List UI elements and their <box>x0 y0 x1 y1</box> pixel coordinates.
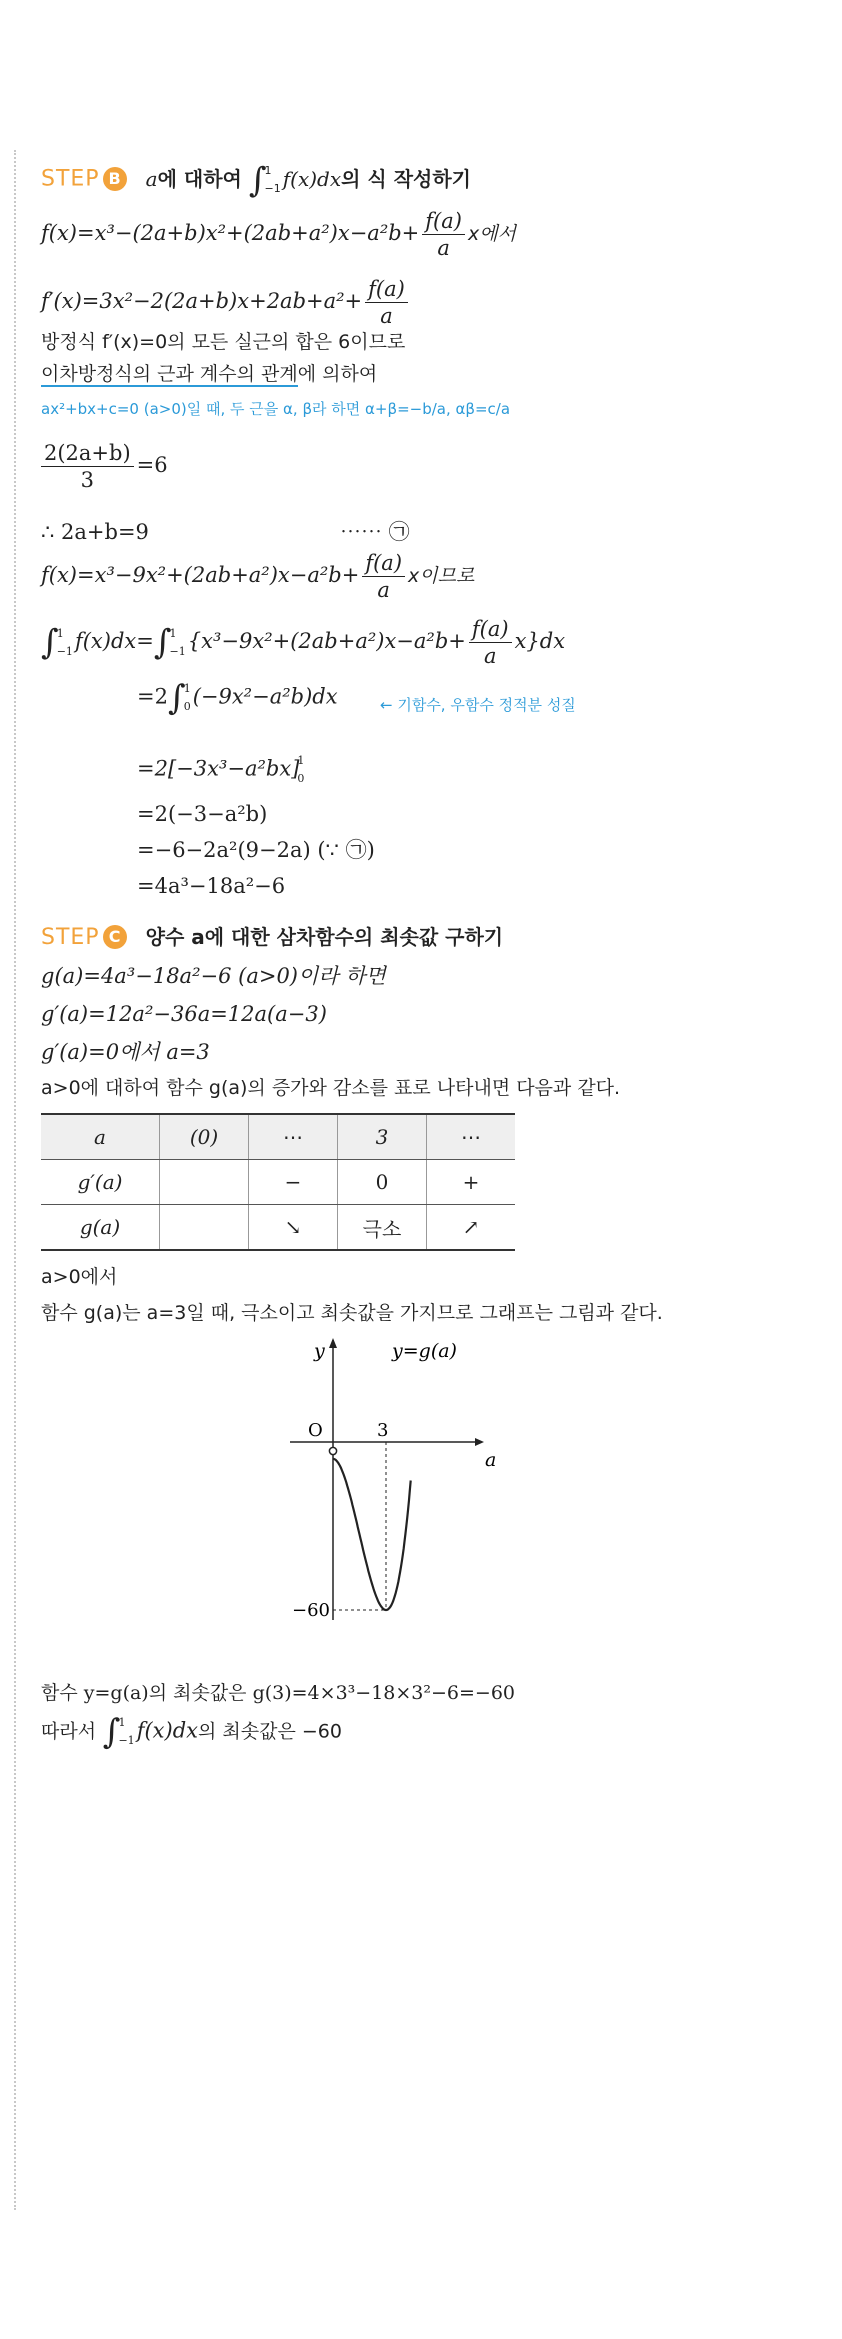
table-intro: a>0에 대하여 함수 g(a)의 증가와 감소를 표로 나타내면 다음과 같다. <box>41 1077 621 1099</box>
g-prime: g′(a)=12a²−36a=12a(a−3) <box>41 1002 327 1026</box>
sign-table-cell: 0 <box>338 1160 427 1205</box>
g-curve <box>333 1459 411 1610</box>
open-point <box>329 1447 336 1454</box>
a-positive-text: a>0에서 <box>41 1266 118 1288</box>
vieta-text: 이차방정식의 근과 계수의 관계에 의하여 <box>41 363 378 385</box>
y-tick-minus60: −60 <box>292 1600 330 1621</box>
x-axis-label: a <box>485 1449 497 1471</box>
g-graph <box>270 1330 530 1650</box>
fx-rewritten: f(x)=x³−9x²+(2ab+a²)x−a²b+ $\frac{f(a)}{a}$ x이므로 <box>41 551 475 602</box>
sign-table-cell: ⋯ <box>427 1114 516 1160</box>
eq-step-4: =−6−2a²(9−2a) (∵ ㉠) <box>137 838 375 862</box>
x-tick-3: 3 <box>377 1420 389 1441</box>
sign-table-cell: (0) <box>160 1114 249 1160</box>
sign-table-cell: − <box>249 1160 338 1205</box>
step-b-heading <box>41 160 471 200</box>
eq-step-3: =2(−3−a²b) <box>137 802 268 826</box>
curve-label: y=g(a) <box>392 1340 457 1362</box>
integral-expansion: ∫ 1 −1 f(x)dx=∫ 1 −1 {x³−9x²+(2ab+a²)x−a²b+ $\frac{f(a)}{a}$ x}dx <box>41 617 566 668</box>
step-b-word: STEP <box>41 166 100 192</box>
graph-intro: 함수 g(a)는 a=3일 때, 극소이고 최솟값을 가지므로 그래프는 그림과 같다. <box>41 1302 663 1324</box>
origin-label: O <box>308 1420 323 1441</box>
sum-equation: $\frac{2(2a+b)}{3}$ =6 <box>41 440 168 493</box>
sign-table-cell: ↗ <box>427 1205 516 1251</box>
y-axis-arrow <box>329 1338 337 1348</box>
eq-step-5: =4a³−18a²−6 <box>137 874 286 898</box>
sign-table-cell: ⋯ <box>249 1114 338 1160</box>
sign-table <box>41 1113 515 1251</box>
sign-table-cell: 극소 <box>338 1205 427 1251</box>
step-b-badge: B <box>103 167 127 191</box>
conclusion-line: 따라서 ∫ 1 −1 f(x)dx의 최솟값은 −60 <box>41 1712 342 1752</box>
step-c-badge: C <box>103 925 127 949</box>
sign-table-cell <box>160 1160 249 1205</box>
step-c-word: STEP <box>41 925 100 950</box>
sign-table-cell: g′(a) <box>41 1160 160 1205</box>
y-axis-label: y <box>314 1340 325 1362</box>
sign-table-row <box>41 1205 515 1251</box>
step-b-title: a에 대하여 ∫ 1 −1 f(x)dx의 식 작성하기 <box>145 160 471 200</box>
sign-table-row <box>41 1114 515 1160</box>
sign-table-row <box>41 1160 515 1205</box>
g-prime-zero: g′(a)=0에서 a=3 <box>41 1040 210 1064</box>
sign-table-cell: 3 <box>338 1114 427 1160</box>
min-value-line: 함수 y=g(a)의 최솟값은 g(3)=4×3³−18×3²−6=−60 <box>41 1682 516 1704</box>
marker-circle-a: ⋯⋯ ㉠ <box>340 520 410 544</box>
sign-table-cell: ↘ <box>249 1205 338 1251</box>
fprime-definition: f′(x)=3x²−2(2a+b)x+2ab+a²+ $\frac{f(a)}{a}$ <box>41 276 411 329</box>
sign-table-cell: + <box>427 1160 516 1205</box>
margin-dotted-line <box>14 150 16 2210</box>
step-c-heading <box>41 921 503 950</box>
fx-definition: f(x)=x³−(2a+b)x²+(2ab+a²)x−a²b+ $\frac{f(a)}{a}$ x에서 <box>41 209 516 260</box>
vieta-note: ax²+bx+c=0 (a>0)일 때, 두 근을 α, β라 하면 α+β=−b/a, αβ=c/a <box>41 400 511 418</box>
therefore-line: ∴ 2a+b=9 <box>41 520 149 544</box>
g-definition: g(a)=4a³−18a²−6 (a>0)이라 하면 <box>41 964 386 988</box>
sign-table-cell: g(a) <box>41 1205 160 1251</box>
x-axis-arrow <box>475 1438 484 1446</box>
roots-sum-text: 방정식 f′(x)=0의 모든 실근의 합은 6이므로 <box>41 331 406 353</box>
eq-step-1: =2∫ 1 0 (−9x²−a²b)dx <box>137 678 338 718</box>
step-c-title: 양수 a에 대한 삼차함수의 최솟값 구하기 <box>145 925 504 949</box>
sign-table-cell <box>160 1205 249 1251</box>
eq-step-2: =2[−3x³−a²bx] 1 0 <box>137 754 305 785</box>
sign-table-cell: a <box>41 1114 160 1160</box>
odd-even-note: ← 기함수, 우함수 정적분 성질 <box>380 696 576 714</box>
